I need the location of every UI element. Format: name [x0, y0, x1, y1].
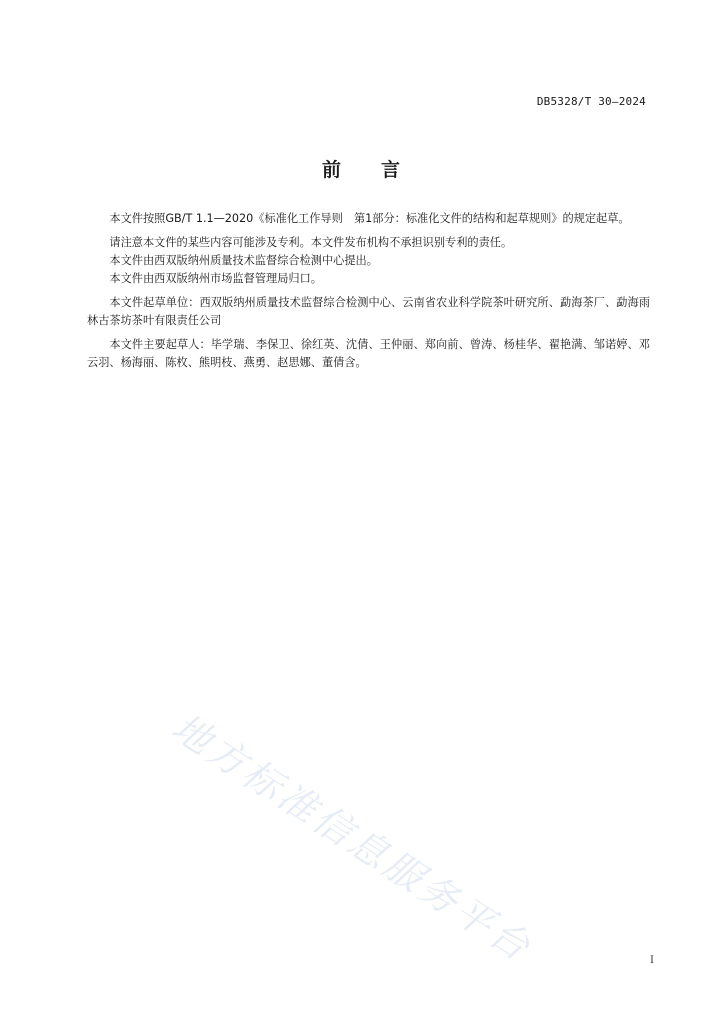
title-char-1: 前 [321, 159, 343, 181]
paragraph-drafters: 本文件主要起草人：毕学瑞、李保卫、徐红英、沈倩、王仲丽、郑向前、曾涛、杨桂华、翟艳满、邹诺婷、邓云羽、杨海丽、陈枚、熊明枝、燕勇、赵思娜、董倩含。 [87, 338, 650, 369]
paragraph-centralized-unit: 本文件由西双版纳州市场监督管理局归口。 [109, 272, 322, 285]
title-char-2: 言 [381, 159, 403, 181]
page-number: I [650, 955, 654, 966]
document-code: DB5328/T 30—2024 [536, 95, 646, 108]
paragraph-patent-notice: 请注意本文件的某些内容可能涉及专利。本文件发布机构不承担识别专利的责任。 [109, 236, 513, 249]
foreword-body [87, 210, 650, 372]
page-title [0, 155, 724, 182]
paragraph-drafting-rules: 本文件按照GB/T 1.1—2020《标准化工作导则 第1部分：标准化文件的结构和起草规则》的规定起草。 [109, 212, 630, 225]
paragraph-proposer: 本文件由西双版纳州质量技术监督综合检测中心提出。 [109, 254, 378, 267]
paragraph-drafting-units: 本文件起草单位：西双版纳州质量技术监督综合检测中心、云南省农业科学院茶叶研究所、勐海茶厂、勐海雨林古茶坊茶叶有限责任公司 [87, 296, 650, 327]
watermark: 地方标准信息服务平台 [164, 704, 541, 971]
